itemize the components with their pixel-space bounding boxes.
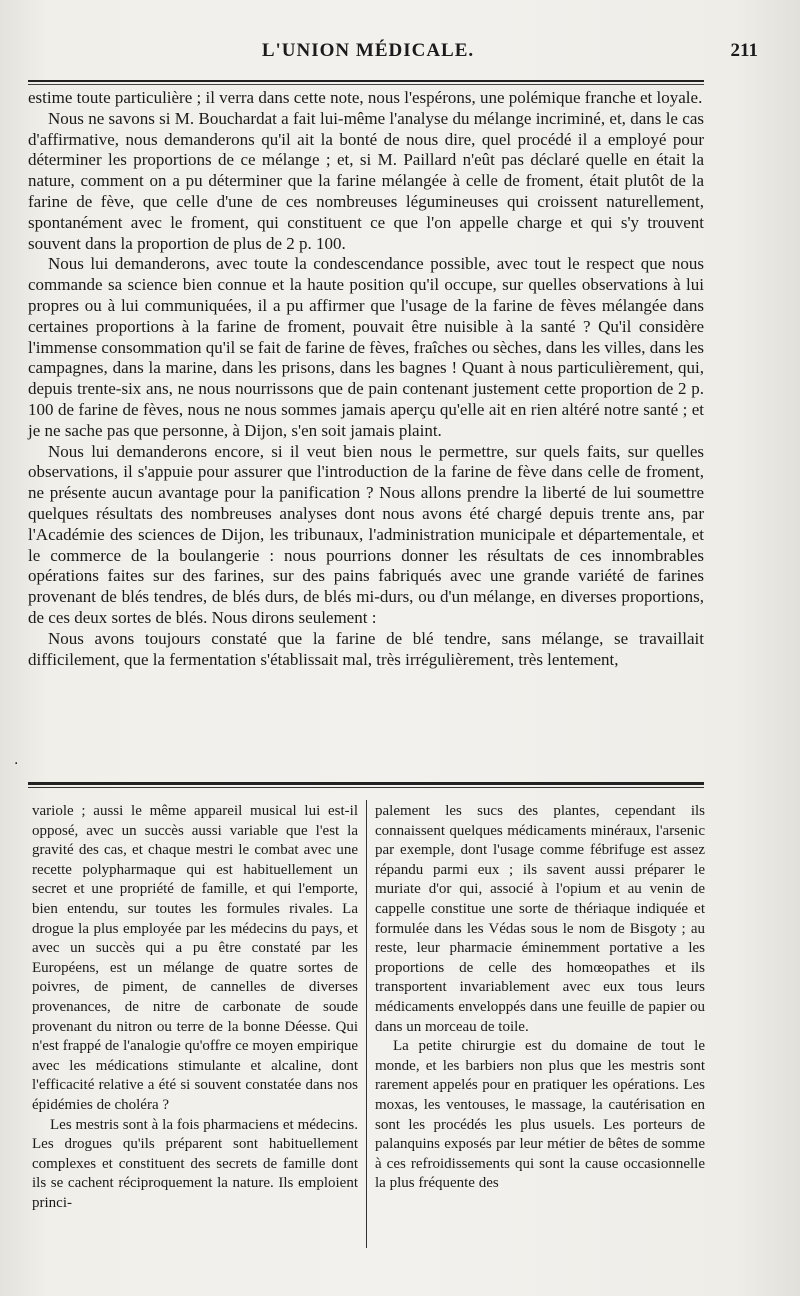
page-number: 211	[730, 40, 758, 61]
main-article	[28, 88, 704, 670]
right-paragraph-2: La petite chirurgie est du domaine de tout le monde, et les barbiers non plus que les mestris sont rarement appelés pour en pratiquer les opérations. Les moxas, les ventouses, le massage, la cautérisation en sont les procédés les plus usuels. Les porteurs de palanquins exposés par leur métier de bêtes de somme à ces refroidissements qui sont la cause occasionnelle la plus fréquente des	[375, 1038, 705, 1192]
running-header	[30, 40, 758, 70]
paragraph-2: Nous ne savons si M. Bouchardat a fait lui-même l'analyse du mélange incriminé, et, dans le cas d'affirmative, nous demanderons qu'il ait la bonté de nous dire, quel procédé il a employé pour déterminer les proportions de ce mélange ; et, si M. Paillard n'eût pas déclaré quelle en était la nature, comment on a pu déterminer que la farine mélangée à celle de froment, était plutôt de la farine de fève, que celle d'une de ces nombreuses légumineuses qui croissent naturellement, spontanément avec le froment, qui constituent ce que l'on appelle charge et qui s'y trouvent souvent dans la proportion de plus de 2 p. 100.	[28, 108, 704, 253]
margin-mark: ·	[14, 756, 19, 772]
left-paragraph-1: variole ; aussi le même appareil musical lui est-il opposé, avec un succès aussi variable que l'est la gravité des cas, et chaque mestri le combat avec une recette polypharmaque qui est habituellement un secret et une propriété de famille, et qui l'emporte, bien entendu, sur toutes les formules rivales. La drogue la plus employée par les médecins du pays, et avec un succès qui a pu être constaté par les Européens, est un mélange de quatre sortes de poivres, de piment, de cannelles de diverses provenances, de nitre de carbonate de soude provenant du nitron ou terre de la bonne Déesse. Qui n'est frappé de l'analogie qu'offre ce moyen empirique avec les médications stimulante et alcaline, dont l'efficacité relative a été si souvent constatée dans nos épidémies de choléra ?	[32, 803, 358, 1113]
paragraph-1: estime toute particulière ; il verra dans cette note, nous l'espérons, une polémique franche et loyale.	[28, 88, 703, 107]
paragraph-3: Nous lui demanderons, avec toute la condescendance possible, avec tout le respect que nous commande sa science bien connue et la haute position qu'il occupe, sur quelles observations à lui propres ou à lui communiquées, il a pu affirmer que l'usage de la farine de fèves mélangée dans certaines proportions à la farine de froment, pouvait être nuisible à la santé ? Qu'il considère l'immense consommation qu'il se fait de farine de fèves, fraîches ou sèches, dans les villes, dans les campagnes, dans la marine, dans les prisons, dans les bagnes ! Quant à nous particulièrement, qui, depuis trente-six ans, ne nous nourrissons que de pain contenant justement cette proportion de 2 p. 100 de farine de fèves, nous ne nous sommes jamais aperçu qu'elle ait en rien altéré notre santé ; et je ne sache pas que personne, à Dijon, s'en soit jamais plaint.	[28, 254, 705, 440]
paragraph-5: Nous avons toujours constaté que la farine de blé tendre, sans mélange, se travaillait difficilement, que la fermentation s'établissait mal, très irrégulièrement, très lentement,	[28, 628, 704, 669]
left-paragraph-2: Les mestris sont à la fois pharmaciens et médecins. Les drogues qu'ils préparent sont habituellement complexes et constituent des secrets de famille dont ils se cachent réciproquement la nature. Ils emploient princi-	[32, 1116, 358, 1211]
right-column	[375, 802, 705, 1194]
right-paragraph-1: palement les sucs des plantes, cependant ils connaissent quelques médicaments minéraux, l'arsenic par exemple, dont l'usage comme fébrifuge est assez répandu parmi eux ; ils savent aussi préparer le muriate d'or qui, associé à l'opium et au venin de cappelle constitue une sorte de thériaque indiquée et formulée dans les Védas sous le nom de Bisgoty ; au reste, leur pharmacie éminemment portative a les proportions de celle des homœopathes et ils transportent invariablement avec eux tous leurs médicaments enveloppés dans une feuille de papier ou dans un morceau de toile.	[375, 803, 705, 1035]
paragraph-4: Nous lui demanderons encore, si il veut bien nous le permettre, sur quels faits, sur quelles observations, il s'appuie pour assurer que l'introduction de la farine de fève dans celle de froment, ne présente aucun avantage pour la panification ? Nous allons prendre la liberté de lui soumettre quelques résultats des nombreuses analyses dont nous avons été chargé depuis trente ans, par l'Académie des sciences de Dijon, les tribunaux, l'administration municipale et départementale, et le commerce de la boulangerie : nous pourrions donner les résultats de ces innombrables opérations faites sur des farines, sur des pains fabriqués avec une grande variété de farines provenant de blés tendres, de blés durs, de blés mi-durs, ou d'un mélange, en diverses proportions, de ces deux sortes de blés. Nous dirons seulement :	[28, 441, 704, 627]
column-divider	[366, 800, 367, 1248]
header-rule	[28, 80, 704, 85]
journal-title: L'UNION MÉDICALE.	[261, 40, 475, 61]
left-column	[32, 802, 358, 1213]
section-divider-rule	[28, 782, 704, 788]
